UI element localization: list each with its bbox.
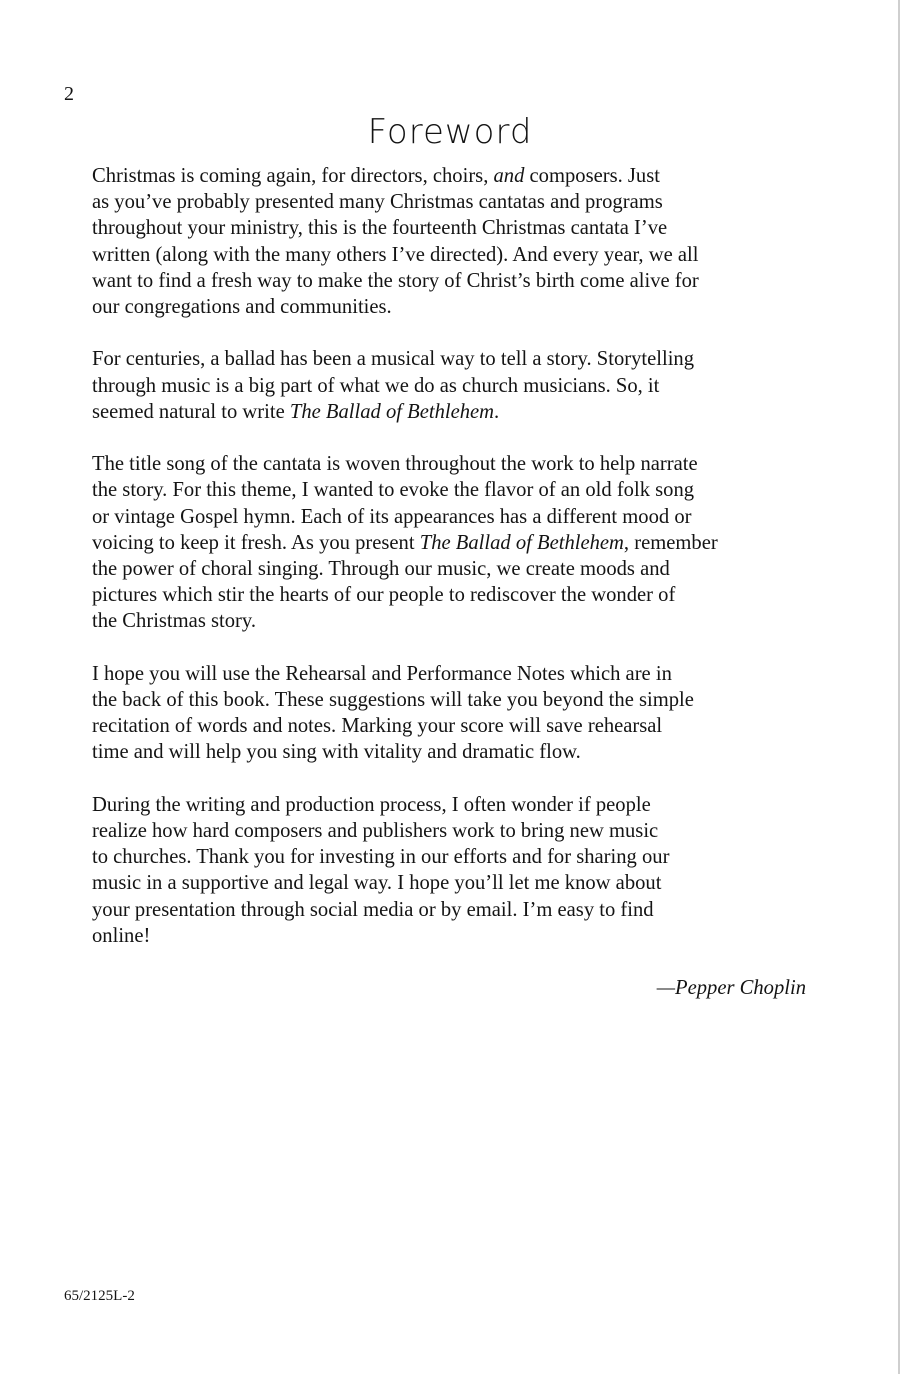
text-line <box>92 739 814 765</box>
foreword-paragraph <box>92 451 814 634</box>
text-line <box>92 346 814 372</box>
foreword-body <box>92 163 814 975</box>
text-segment: realize how hard composers and publishers work to bring new music <box>92 820 659 843</box>
text-segment: . <box>494 400 500 423</box>
page-number: 2 <box>64 83 74 105</box>
foreword-paragraph <box>92 792 814 949</box>
italic-text: and <box>493 165 525 187</box>
text-line <box>92 163 814 189</box>
text-segment: your presentation through social media or by email. I’m easy to find <box>92 898 654 921</box>
text-line <box>92 792 814 818</box>
text-segment: the power of choral singing. Through our music, we create moods and <box>92 558 670 581</box>
text-line <box>92 661 814 687</box>
page-title: Foreword <box>367 112 533 152</box>
text-segment: the story. For this theme, I wanted to evoke the flavor of an old folk song <box>92 479 695 502</box>
text-segment: our congregations and communities. <box>92 296 392 319</box>
text-segment: the Christmas story. <box>92 610 256 633</box>
text-line <box>92 189 814 215</box>
text-line <box>92 504 814 530</box>
text-line <box>92 870 814 896</box>
text-segment: The title song of the cantata is woven throughout the work to help narrate <box>92 453 698 476</box>
foreword-paragraph <box>92 163 814 320</box>
text-line <box>92 373 814 399</box>
text-line <box>92 608 814 634</box>
text-segment: I hope you will use the Rehearsal and Performance Notes which are in <box>92 662 672 685</box>
foreword-paragraph <box>92 661 814 766</box>
author-signature: —Pepper Choplin <box>656 977 806 999</box>
text-segment: the back of this book. These suggestions will take you beyond the simple <box>92 689 694 712</box>
text-segment: throughout your ministry, this is the fourteenth Christmas cantata I’ve <box>92 217 668 240</box>
text-line <box>92 713 814 739</box>
text-line <box>92 451 814 477</box>
text-segment: composers. Just <box>524 165 660 187</box>
text-line <box>92 687 814 713</box>
text-segment: to churches. Thank you for investing in our efforts and for sharing our <box>92 846 670 869</box>
text-line <box>92 818 814 844</box>
text-segment: time and will help you sing with vitality and dramatic flow. <box>92 741 581 764</box>
text-line <box>92 399 814 425</box>
text-segment: During the writing and production process, I often wonder if people <box>92 793 651 816</box>
text-segment: pictures which stir the hearts of our people to rediscover the wonder of <box>92 584 676 607</box>
text-segment: through music is a big part of what we do as church musicians. So, it <box>92 374 660 397</box>
text-segment: as you’ve probably presented many Christmas cantatas and programs <box>92 191 663 214</box>
text-line <box>92 294 814 320</box>
text-segment: Christmas is coming again, for directors, choirs, <box>92 165 494 187</box>
text-segment: , remember <box>623 531 718 554</box>
text-segment: For centuries, a ballad has been a musical way to tell a story. Storytelling <box>92 348 695 371</box>
italic-text: The Ballad of Bethlehem <box>289 400 495 423</box>
text-line <box>92 556 814 582</box>
text-line <box>92 582 814 608</box>
text-segment: seemed natural to write <box>92 400 290 423</box>
text-line <box>92 923 814 949</box>
text-line <box>92 268 814 294</box>
text-line <box>92 477 814 503</box>
italic-text: The Ballad of Bethlehem <box>419 531 624 554</box>
text-line <box>92 215 814 241</box>
text-line <box>92 844 814 870</box>
text-segment: recitation of words and notes. Marking your score will save rehearsal <box>92 715 663 738</box>
text-segment: want to find a fresh way to make the story of Christ’s birth come alive for <box>92 269 699 292</box>
text-segment: or vintage Gospel hymn. Each of its appearances has a different mood or <box>92 505 692 528</box>
text-line <box>92 530 814 556</box>
text-segment: written (along with the many others I’ve directed). And every year, we all <box>92 243 699 266</box>
text-segment: voicing to keep it fresh. As you present <box>92 531 420 554</box>
text-line <box>92 897 814 923</box>
text-segment: online! <box>92 924 151 947</box>
text-line <box>92 242 814 268</box>
text-segment: music in a supportive and legal way. I hope you’ll let me know about <box>92 872 662 895</box>
catalog-number: 65/2125L-2 <box>64 1288 135 1304</box>
foreword-paragraph <box>92 346 814 425</box>
